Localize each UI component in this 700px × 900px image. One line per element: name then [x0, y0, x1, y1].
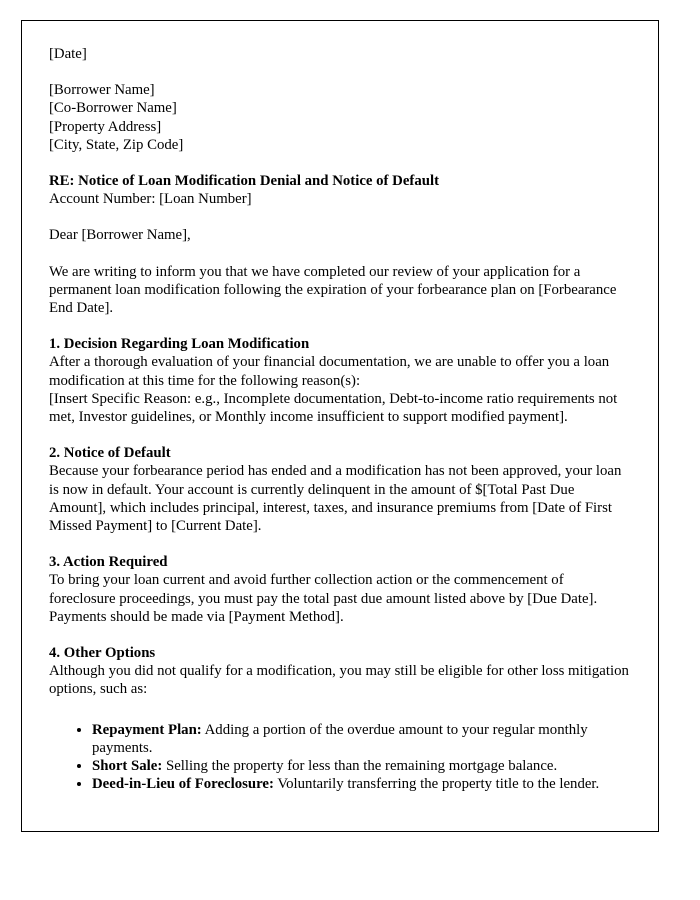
list-item	[92, 775, 629, 793]
date-line	[49, 45, 629, 63]
subject-block	[49, 172, 629, 208]
loss-mitigation-options-list	[49, 721, 629, 794]
bullet-text: Adding a portion of the overdue amount to your regular monthly payments.	[92, 721, 588, 756]
section-text: After a thorough evaluation of your financial documentation, we are unable to offer you a loan modification at this time for the following reason(s):	[49, 354, 610, 389]
section-text: Although you did not qualify for a modification, you may still be eligible for other loss mitigation options, such as:	[49, 663, 629, 698]
salutation	[49, 226, 629, 244]
bullet-lead: Deed-in-Lieu of Foreclosure:	[92, 776, 274, 793]
section-4-other-options	[49, 644, 629, 699]
text-line: [Co-Borrower Name]	[49, 100, 177, 117]
list-item	[92, 721, 629, 757]
section-text: Because your forbearance period has ended and a modification has not been approved, your loan is now in default. Your account is currently delinquent in the amount of $[Total Past Due Amount], which includes principal, interest, taxes, and insurance premiums from [Date of First Missed Payment] to [Current Date].	[49, 463, 622, 535]
list-item	[92, 757, 629, 775]
letter-page	[21, 20, 659, 832]
section-heading: 3. Action Required	[49, 554, 168, 571]
bold-line: RE: Notice of Loan Modification Denial and Notice of Default	[49, 173, 440, 190]
section-heading: 2. Notice of Default	[49, 445, 171, 462]
text-line: Account Number: [Loan Number]	[49, 191, 252, 208]
bullet-text: Selling the property for less than the remaining mortgage balance.	[162, 758, 558, 775]
intro-paragraph: We are writing to inform you that we have completed our review of your application for a permanent loan modification following the expiration of your forbearance plan on [Forbearance End Date].	[49, 263, 617, 317]
text-line: [Borrower Name]	[49, 82, 155, 99]
section-2-notice-of-default	[49, 444, 629, 535]
section-text: [Insert Specific Reason: e.g., Incomplete documentation, Debt-to-income ratio requirements not met, Investor guidelines, or Monthly income insufficient to support modified payment].	[49, 390, 618, 426]
bullet-lead: Repayment Plan:	[92, 721, 202, 738]
bullet-lead: Short Sale:	[92, 758, 163, 775]
letter-body	[49, 45, 629, 794]
recipient-block	[49, 81, 629, 154]
text-line: [Property Address]	[49, 118, 162, 135]
section-heading: 1. Decision Regarding Loan Modification	[49, 336, 310, 353]
section-3-action-required	[49, 553, 629, 626]
section-heading: 4. Other Options	[49, 645, 156, 662]
section-text: To bring your loan current and avoid further collection action or the commencement of foreclosure proceedings, you must pay the total past due amount listed above by [Due Date]. Payments should be made via [Payment Method].	[49, 572, 598, 625]
section-1-decision	[49, 335, 629, 426]
bullet-text: Voluntarily transferring the property title to the lender.	[273, 776, 600, 793]
text-line: [City, State, Zip Code]	[49, 136, 184, 153]
text-line: Dear [Borrower Name],	[49, 227, 191, 244]
text-line: [Date]	[49, 46, 87, 62]
